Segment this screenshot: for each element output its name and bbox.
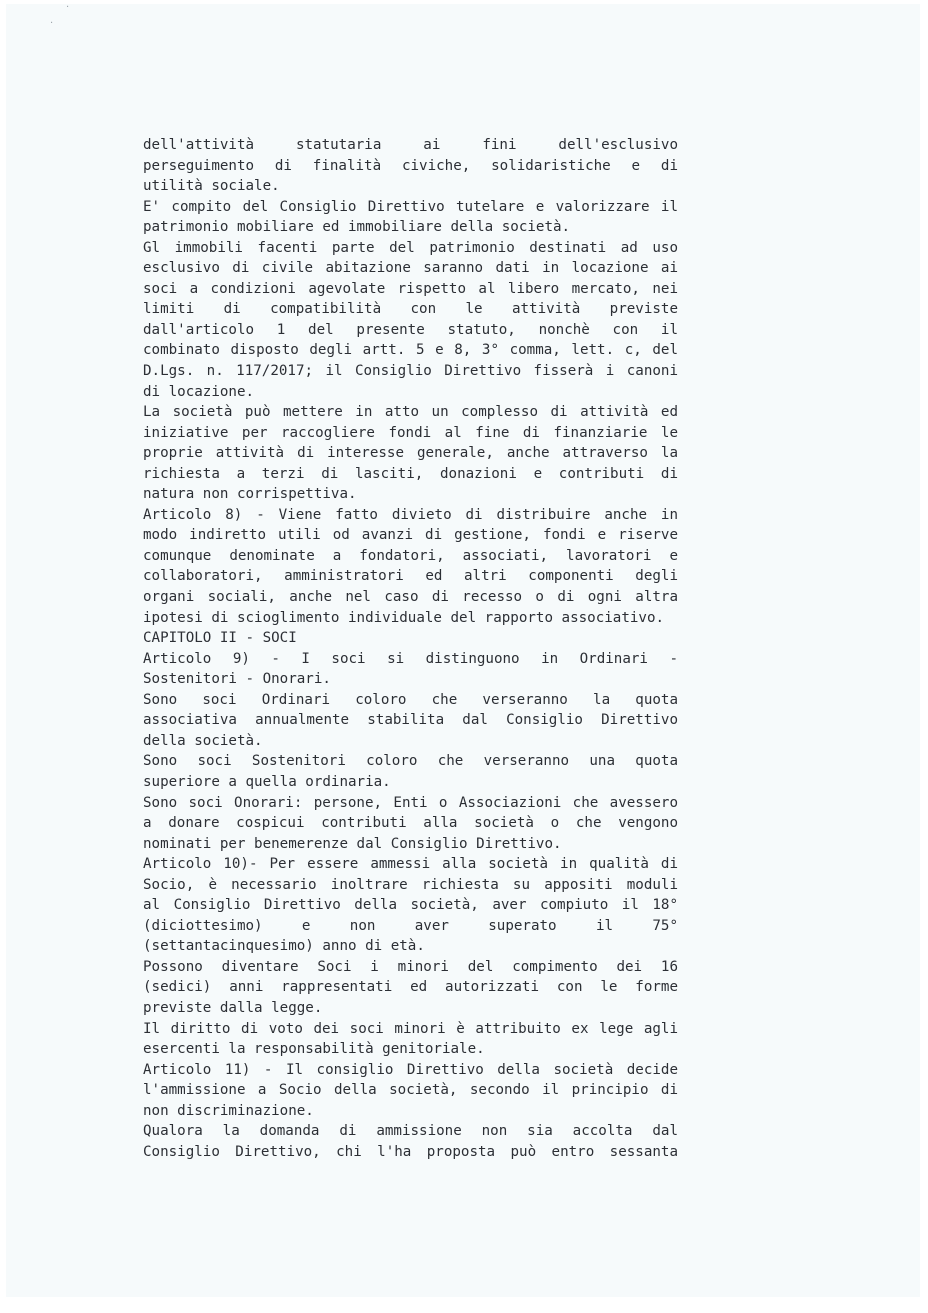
document-body [143, 135, 678, 1162]
text-line: Il diritto di voto dei soci minori è attribuito ex lege agli [143, 1020, 678, 1037]
text-line: La società può mettere in atto un complesso di attività ed [143, 404, 678, 421]
text-line: a donare cospicui contributi alla società o che vengono [143, 815, 678, 832]
text-line: soci a condizioni agevolate rispetto al libero mercato, nei [143, 280, 678, 297]
text-line: Sostenitori - Onorari. [143, 671, 331, 688]
text-line: nominati per benemerenze dal Consiglio Direttivo. [143, 835, 562, 852]
scan-artifact-mark: · [50, 18, 54, 29]
text-line: collaboratori, amministratori ed altri componenti degli [143, 568, 678, 585]
text-line: D.Lgs. n. 117/2017; il Consiglio Direttivo fisserà i canoni [143, 363, 678, 380]
text-line: combinato disposto degli artt. 5 e 8, 3° comma, lett. c, del [143, 342, 678, 359]
text-line: superiore a quella ordinaria. [143, 773, 391, 790]
text-line: al Consiglio Direttivo della società, aver compiuto il 18° [143, 897, 678, 914]
text-line: Articolo 10)- Per essere ammessi alla società in qualità di [143, 856, 678, 873]
scan-artifact-mark: · [66, 2, 70, 13]
text-line: ipotesi di scioglimento individuale del rapporto associativo. [143, 609, 665, 626]
text-line: non discriminazione. [143, 1102, 314, 1119]
text-line: perseguimento di finalità civiche, solidaristiche e di [143, 157, 678, 174]
text-line: previste dalla legge. [143, 999, 323, 1016]
text-line: comunque denominate a fondatori, associati, lavoratori e [143, 547, 678, 564]
text-line: E' compito del Consiglio Direttivo tutelare e valorizzare il [143, 198, 678, 215]
text-line: Qualora la domanda di ammissione non sia accolta dal [143, 1123, 678, 1140]
text-line: Sono soci Onorari: persone, Enti o Associazioni che avessero [143, 794, 678, 811]
text-line: della società. [143, 732, 263, 749]
text-line: (settantacinquesimo) anno di età. [143, 938, 425, 955]
text-line: Sono soci Sostenitori coloro che verseranno una quota [143, 753, 678, 770]
text-line: dall'articolo 1 del presente statuto, nonchè con il [143, 321, 678, 338]
text-line: (sedici) anni rappresentati ed autorizzati con le forme [143, 979, 678, 996]
text-line: patrimonio mobiliare ed immobiliare della società. [143, 219, 571, 236]
text-line: Socio, è necessario inoltrare richiesta su appositi moduli [143, 876, 678, 893]
text-line: Possono diventare Soci i minori del compimento dei 16 [143, 958, 678, 975]
text-line: limiti di compatibilità con le attività previste [143, 301, 678, 318]
text-line: dell'attività statutaria ai fini dell'esclusivo [143, 137, 678, 153]
text-line: Articolo 11) - Il consiglio Direttivo della società decide [143, 1061, 678, 1078]
text-line: Articolo 8) - Viene fatto divieto di distribuire anche in [143, 506, 678, 523]
text-line: proprie attività di interesse generale, anche attraverso la [143, 445, 678, 462]
text-line: esclusivo di civile abitazione saranno dati in locazione ai [143, 260, 678, 277]
text-line: utilità sociale. [143, 178, 280, 195]
text-line: Gl immobili facenti parte del patrimonio destinati ad uso [143, 239, 678, 256]
text-line: Sono soci Ordinari coloro che verseranno la quota [143, 691, 678, 708]
text-line: richiesta a terzi di lasciti, donazioni e contributi di [143, 465, 678, 482]
text-line: esercenti la responsabilità genitoriale. [143, 1041, 485, 1058]
text-line: CAPITOLO II - SOCI [143, 630, 297, 647]
text-line: di locazione. [143, 383, 255, 400]
text-line: iniziative per raccogliere fondi al fine di finanziarie le [143, 424, 678, 441]
text-line: organi sociali, anche nel caso di recesso o di ogni altra [143, 589, 678, 606]
text-line: Articolo 9) - I soci si distinguono in Ordinari - [143, 650, 678, 667]
text-line: (diciottesimo) e non aver superato il 75° [143, 917, 678, 934]
text-line: associativa annualmente stabilita dal Consiglio Direttivo [143, 712, 678, 729]
text-line: Consiglio Direttivo, chi l'ha proposta può entro sessanta [143, 1143, 678, 1160]
text-line: modo indiretto utili od avanzi di gestione, fondi e riserve [143, 527, 678, 544]
text-line: natura non corrispettiva. [143, 486, 357, 503]
text-line: l'ammissione a Socio della società, secondo il principio di [143, 1082, 678, 1099]
